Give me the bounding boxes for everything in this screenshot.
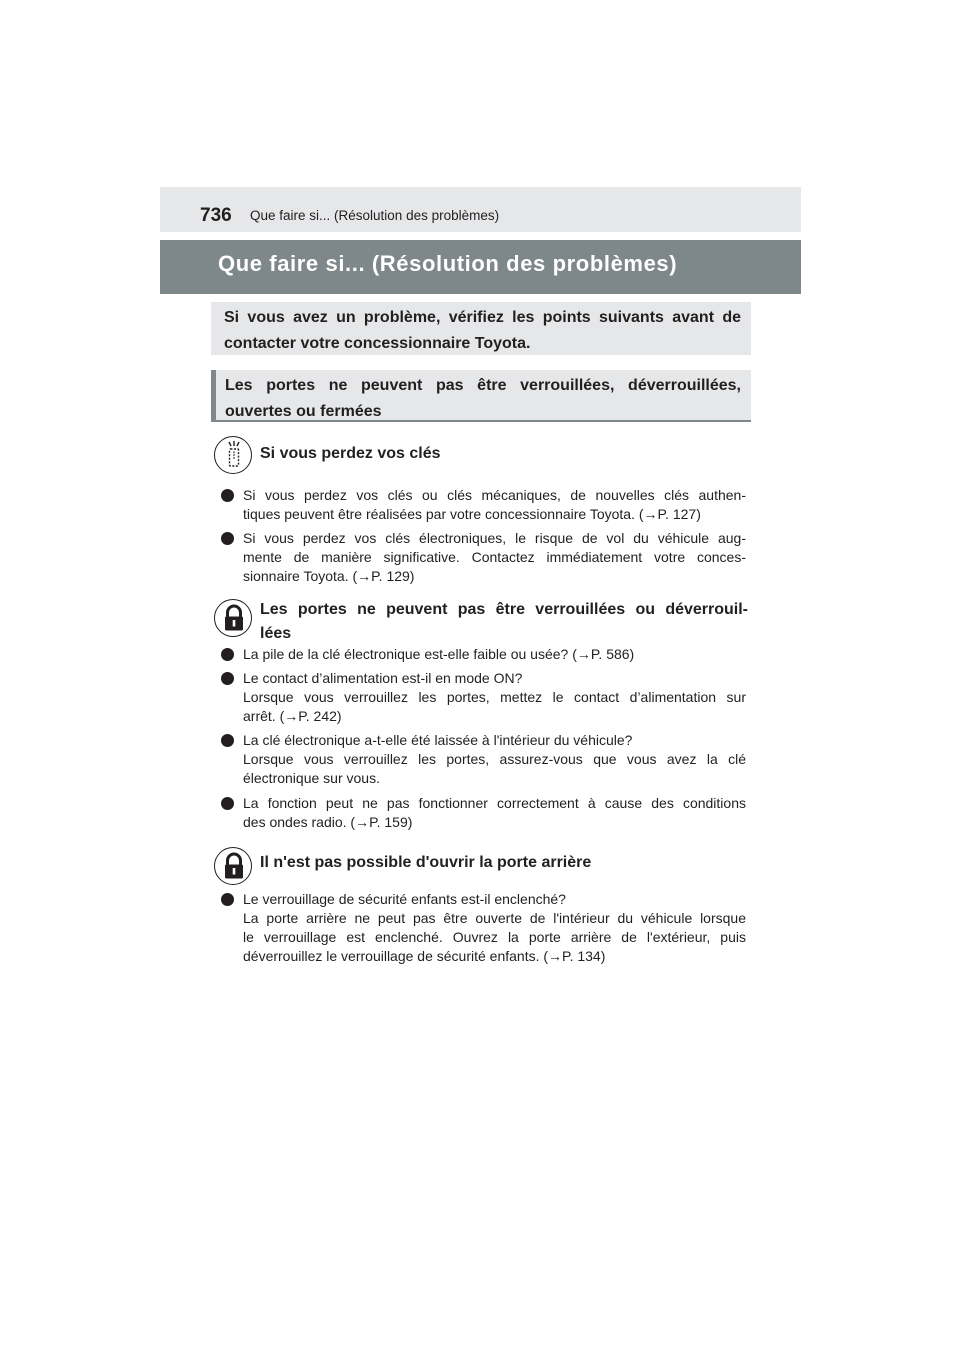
running-title: Que faire si... (Résolution des problèmes) [250,208,500,223]
intro-box: Si vous avez un problème, vérifiez les points suivants avant de contacter votre concessionnaire Toyota. [211,302,751,355]
list-item [221,486,746,524]
list-item [221,890,746,966]
page-header [160,187,801,232]
bullet-icon [221,489,234,502]
item-text-line: le verrouillage est enclenché. Ouvrez la porte arrière de l'extérieur, puis [243,929,746,945]
subsection-heading-rear-door: Il n'est pas possible d'ouvrir la porte arrière [260,854,592,871]
bullet-icon [221,893,234,906]
item-text-line: sionnaire Toyota. (→P. 129) [243,568,415,584]
item-text-line: électronique sur vous. [243,770,380,786]
list-item [221,645,746,664]
list-item [221,794,746,832]
item-text-line: La clé électronique a-t-elle été laissée à l'intérieur du véhicule? [243,732,633,748]
item-text-line: La pile de la clé électronique est-elle faible ou usée? (→P. 586) [243,646,635,662]
bullet-icon [221,532,234,545]
page-title: Que faire si... (Résolution des problèmes) [218,251,678,276]
section-heading: Les portes ne peuvent pas être verrouillées, déverrouillées, ouvertes ou fermées [211,370,751,422]
bullet-icon [221,672,234,685]
subsection-heading-lost-keys: Si vous perdez vos clés [260,445,441,462]
subsection-heading-doors-lock [260,598,748,646]
chapter-title-band [160,240,801,294]
item-text-line: Lorsque vous verrouillez les portes, assurez-vous que vous avez la clé [243,751,746,767]
item-text-line: des ondes radio. (→P. 159) [243,814,413,830]
bullet-icon [221,797,234,810]
item-text-line: Si vous perdez vos clés ou clés mécaniques, de nouvelles clés authen- [243,487,746,503]
key-icon [214,436,252,474]
item-text-line: arrêt. (→P. 242) [243,708,342,724]
lock-icon [214,599,252,637]
item-text-line: Lorsque vous verrouillez les portes, mettez le contact d’alimentation sur [243,689,746,705]
item-text-line: déverrouillez le verrouillage de sécurité enfants. (→P. 134) [243,948,606,964]
bullet-icon [221,734,234,747]
bullet-icon [221,648,234,661]
heading-line: lées [260,625,292,642]
item-text-line: Si vous perdez vos clés électroniques, le risque de vol du véhicule aug- [243,530,746,546]
item-text-line: Le verrouillage de sécurité enfants est-il enclenché? [243,891,566,907]
lock-icon [214,847,252,885]
page-number: 736 [200,205,232,226]
item-text-line: La porte arrière ne peut pas être ouverte de l'intérieur du véhicule lorsque [243,910,746,926]
list-item [221,731,746,788]
item-text-line: Le contact d’alimentation est-il en mode ON? [243,670,523,686]
heading-line: Les portes ne peuvent pas être verrouillées ou déverrouil- [260,601,748,618]
list-item [221,529,746,586]
item-text-line: tiques peuvent être réalisées par votre concessionnaire Toyota. (→P. 127) [243,506,701,522]
list-item [221,669,746,726]
item-text-line: mente de manière significative. Contactez immédiatement votre conces- [243,549,746,565]
item-text-line: La fonction peut ne pas fonctionner correctement à cause des conditions [243,795,746,811]
